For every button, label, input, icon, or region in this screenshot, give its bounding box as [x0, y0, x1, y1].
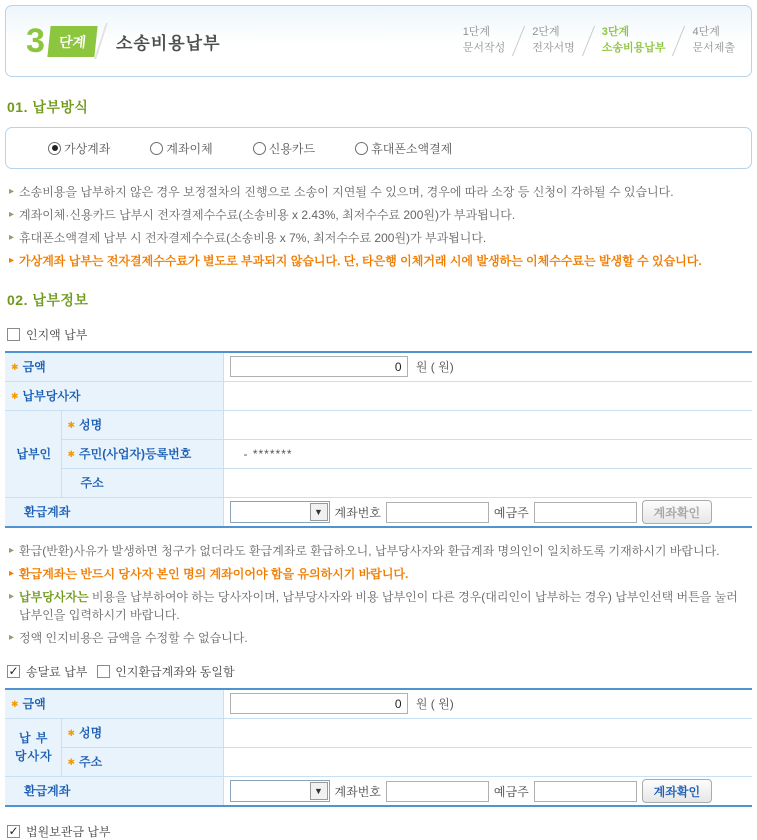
bank-select[interactable] — [230, 501, 330, 523]
radio-virtual-account[interactable] — [48, 140, 110, 157]
address-label-cell — [61, 468, 223, 497]
regno-value-cell — [223, 439, 752, 468]
name-value-cell — [223, 410, 752, 439]
bullet-arrow-icon: ▸ — [9, 209, 15, 220]
step-item-num: 3단계 — [601, 26, 630, 39]
required-icon — [68, 726, 80, 740]
party-label-line1: 납 부 — [18, 731, 49, 745]
required-icon — [11, 697, 23, 711]
step-separator — [512, 26, 525, 56]
table-row — [5, 439, 752, 468]
amount-label-cell — [5, 352, 223, 381]
step-item-2 — [532, 25, 575, 57]
checkbox-same-as-stamp-refund[interactable] — [97, 663, 234, 680]
notice-line — [7, 229, 750, 247]
step-item-4 — [692, 25, 735, 57]
bullet-arrow-icon: ▸ — [9, 232, 15, 243]
name-label: 성명 — [79, 418, 103, 432]
court-deposit-checkbox-row — [7, 823, 750, 840]
account-no-input[interactable] — [386, 502, 489, 523]
table-row — [5, 497, 752, 527]
party-label: 납부당사자 — [22, 389, 81, 403]
address-value-cell — [223, 747, 752, 776]
checkbox-delivery-fee[interactable] — [7, 663, 87, 680]
required-icon — [11, 360, 23, 374]
notice-lead: 납부당사자는 — [19, 590, 89, 604]
table-row — [5, 410, 752, 439]
address-value-cell — [223, 468, 752, 497]
required-icon — [11, 389, 23, 403]
notice-text — [19, 588, 750, 624]
account-no-label: 계좌번호 — [334, 784, 381, 799]
regno-masked-value: - ******* — [243, 446, 293, 461]
header-title-group — [26, 23, 221, 59]
page-title: 소송비용납부 — [115, 33, 221, 53]
step-item-num: 4단계 — [692, 26, 720, 39]
step-item-1 — [463, 25, 506, 57]
notice-text: 환급계좌는 반드시 당사자 본인 명의 계좌이어야 함을 유의하시기 바랍니다. — [19, 567, 409, 581]
notice-text: 환급(반환)사유가 발생하면 청구가 없더라도 환급계좌로 환급하오니, 납부당사자와 환급계좌 명의인이 일치하도록 기재하시기 바랍니다. — [19, 544, 720, 558]
stamp-fee-checkbox-row — [7, 326, 750, 343]
checkbox-court-deposit[interactable] — [7, 823, 110, 840]
bullet-arrow-icon: ▸ — [9, 632, 15, 643]
notice-body: 비용을 납부하여야 하는 당사자이며, 납부당사자와 비용 납부인이 다른 경우(대리인이 납부하는 경우) 납부인선택 버튼을 눌러 납부인을 입력하시기 바랍니다. — [19, 590, 738, 622]
radio-label: 계좌이체 — [166, 141, 213, 156]
name-label-cell — [61, 410, 223, 439]
verify-account-button[interactable]: 계좌확인 — [642, 779, 712, 803]
step-item-label: 문서제출 — [692, 42, 735, 54]
required-icon — [68, 418, 80, 432]
stamp-fee-table — [5, 351, 752, 528]
notice-line — [7, 206, 750, 224]
table-row — [5, 689, 752, 718]
address-label: 주소 — [80, 476, 104, 490]
step-item-num: 2단계 — [532, 26, 560, 39]
table-row — [5, 747, 752, 776]
amount-value-cell — [223, 352, 752, 381]
table-row — [5, 468, 752, 497]
checkbox-label: 송달료 납부 — [26, 665, 88, 679]
step-item-label: 소송비용납부 — [601, 42, 666, 54]
refund-label-cell — [5, 776, 223, 806]
notice-text: 가상계좌 납부는 전자결제수수료가 별도로 부과되지 않습니다. 단, 타은행 이체거래 시에 발생하는 이체수수료는 발생할 수 있습니다. — [19, 254, 702, 268]
table-row — [5, 718, 752, 747]
bank-select[interactable] — [230, 780, 330, 802]
step-item-label: 문서작성 — [462, 42, 506, 54]
delivery-fee-checkbox-row — [7, 663, 750, 680]
verify-account-button[interactable]: 계좌확인 — [642, 500, 712, 524]
refund-account-cell — [224, 776, 752, 805]
radio-label: 가상계좌 — [64, 141, 111, 156]
step-separator — [672, 26, 685, 56]
holder-label: 예금주 — [493, 505, 529, 520]
page-header — [5, 5, 752, 77]
amount-label: 금액 — [22, 697, 46, 712]
step-indicator — [463, 25, 735, 57]
party-label-line2: 당사자 — [14, 749, 53, 763]
checkbox-label: 인지환급계좌와 동일함 — [115, 665, 235, 679]
step-word-badge: 단계 — [47, 26, 97, 57]
checkbox-unchecked-icon — [7, 328, 20, 341]
section-heading-payment-info: 02. 납부정보 — [7, 292, 89, 308]
amount-label: 금액 — [22, 360, 46, 375]
name-label-cell — [61, 718, 223, 747]
notice-text: 소송비용을 납부하지 않은 경우 보정절차의 진행으로 소송이 지연될 수 있으며, 경우에 따라 소장 등 신청이 각하될 수 있습니다. — [19, 185, 674, 199]
notice-line — [7, 629, 750, 647]
required-icon — [68, 447, 80, 461]
amount-unit: 원 ( 원) — [415, 359, 454, 374]
step-item-3-active — [602, 25, 666, 57]
radio-credit-card[interactable] — [253, 140, 315, 157]
checkbox-checked-icon — [7, 825, 20, 838]
step-item-label: 전자서명 — [532, 42, 575, 54]
checkbox-stamp-fee[interactable] — [7, 326, 87, 343]
step-item-num: 1단계 — [462, 26, 491, 39]
checkbox-label: 법원보관금 납부 — [26, 825, 111, 839]
notice-line — [7, 542, 750, 560]
delivery-fee-table — [5, 688, 752, 807]
party-value-cell — [223, 381, 752, 410]
radio-icon — [150, 142, 163, 155]
holder-input[interactable] — [534, 502, 637, 523]
name-value-cell — [223, 718, 752, 747]
bullet-arrow-icon: ▸ — [9, 568, 15, 579]
refund-account-label: 환급계좌 — [24, 505, 71, 520]
table-row — [5, 776, 752, 806]
radio-mobile-payment[interactable] — [355, 140, 452, 157]
radio-icon — [253, 142, 266, 155]
radio-bank-transfer[interactable] — [150, 140, 212, 157]
notice-line — [7, 588, 750, 624]
checkbox-unchecked-icon — [97, 665, 110, 678]
required-icon — [68, 755, 80, 769]
account-no-input[interactable] — [386, 781, 489, 802]
amount-value-cell — [223, 689, 752, 718]
account-no-label: 계좌번호 — [334, 505, 381, 520]
bullet-arrow-icon: ▸ — [9, 545, 15, 556]
regno-label: 주민(사업자)등록번호 — [79, 447, 192, 461]
step-number: 3 — [26, 22, 45, 60]
radio-label: 휴대폰소액결제 — [371, 141, 453, 156]
checkbox-checked-icon — [7, 665, 20, 678]
bullet-arrow-icon: ▸ — [9, 591, 15, 602]
address-label-cell — [61, 747, 223, 776]
radio-selected-icon — [48, 142, 61, 155]
delivery-amount-input[interactable] — [230, 693, 408, 714]
radio-label: 신용카드 — [268, 141, 316, 156]
stamp-amount-input[interactable] — [230, 356, 408, 377]
refund-label-cell — [5, 497, 223, 527]
payment-method-box — [5, 127, 752, 169]
notice-text: 휴대폰소액결제 납부 시 전자결제수수료(소송비용 x 7%, 최저수수료 200원)가 부과됩니다. — [19, 231, 487, 245]
holder-input[interactable] — [534, 781, 637, 802]
amount-unit: 원 ( 원) — [415, 696, 454, 711]
refund-notices — [7, 542, 750, 647]
bullet-arrow-icon: ▸ — [9, 186, 15, 197]
amount-label-cell — [5, 689, 223, 718]
table-row — [5, 352, 752, 381]
regno-label-cell — [61, 439, 223, 468]
notice-line-warning — [7, 252, 750, 270]
payer-group-cell: 납부인 — [5, 410, 61, 497]
step-separator — [582, 26, 595, 56]
bullet-arrow-icon: ▸ — [9, 255, 15, 266]
holder-label: 예금주 — [493, 784, 529, 799]
payment-method-notices — [7, 183, 750, 270]
radio-icon — [355, 142, 368, 155]
party-group-cell — [5, 718, 61, 776]
notice-text: 정액 인지비용은 금액을 수정할 수 없습니다. — [19, 631, 248, 645]
party-label-cell — [5, 381, 223, 410]
address-label: 주소 — [79, 755, 103, 769]
notice-line-warning — [7, 565, 750, 583]
chevron-down-icon: ▼ — [310, 503, 328, 521]
table-row — [5, 381, 752, 410]
refund-account-label: 환급계좌 — [24, 784, 71, 799]
chevron-down-icon: ▼ — [310, 782, 328, 800]
notice-line — [7, 183, 750, 201]
name-label: 성명 — [79, 726, 103, 740]
checkbox-label: 인지액 납부 — [26, 328, 88, 342]
section-heading-payment-method: 01. 납부방식 — [7, 99, 89, 115]
refund-account-cell — [224, 497, 752, 526]
notice-text: 계좌이체·신용카드 납부시 전자결제수수료(소송비용 x 2.43%, 최저수수료 200원)가 부과됩니다. — [19, 208, 516, 222]
